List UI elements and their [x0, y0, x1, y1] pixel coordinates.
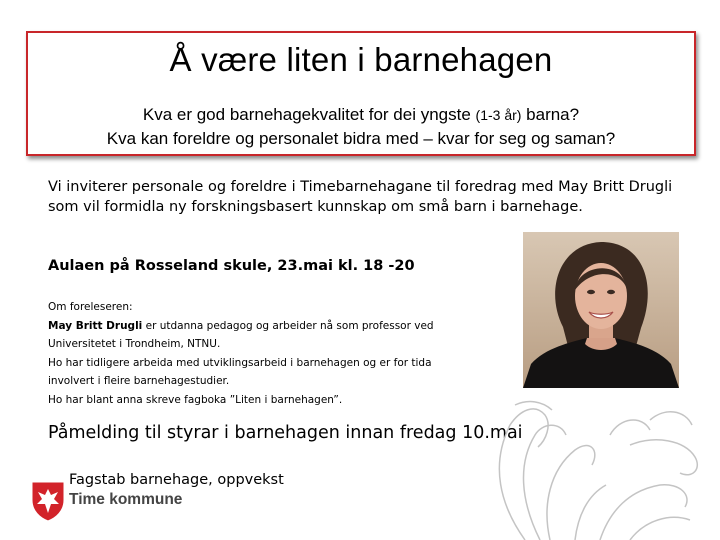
decorative-leaf-watermark [480, 395, 720, 540]
speaker-line-1-rest: er utdanna pedagog og arbeider nå som professor ved [142, 319, 434, 332]
speaker-line-1 [48, 317, 518, 336]
speaker-photo [523, 232, 679, 388]
time-kommune-logo [30, 480, 66, 522]
subtitle-text-b: barna? [521, 105, 580, 124]
speaker-line-4: involvert i fleire barnehagestudier. [48, 375, 230, 387]
department-label: Fagstab barnehage, oppvekst [69, 472, 284, 488]
subtitle-age-range: (1-3 år) [475, 107, 522, 123]
intro-paragraph: Vi inviterer personale og foreldre i Timebarnehagane til foredrag med May Britt Drugli som vil formidla ny forskningsbasert kunnskap om små barn i barnehage. [48, 179, 673, 215]
subtitle-line-1 [28, 103, 694, 127]
subtitle-text-a: Kva er god barnehagekvalitet for dei yngste [142, 105, 476, 124]
venue-line: Aulaen på Rosseland skule, 23.mai kl. 18 -20 [48, 258, 415, 274]
speaker-line-3: Ho har tidligere arbeida med utviklingsarbeid i barnehagen og er for tida [48, 356, 432, 369]
subtitle-line-2: Kva kan foreldre og personalet bidra med – kvar for seg og saman? [106, 129, 616, 148]
page-title: Å være liten i barnehagen [169, 41, 553, 78]
speaker-info [48, 298, 518, 409]
speaker-name: May Britt Drugli [48, 319, 143, 332]
municipality-name: Time kommune [69, 491, 183, 508]
speaker-heading: Om foreleseren: [48, 301, 133, 313]
speaker-line-2: Universitetet i Trondheim, NTNU. [48, 338, 221, 350]
speaker-line-5: Ho har blant anna skreve fagboka ”Liten i barnehagen”. [48, 393, 343, 406]
signup-line: Påmelding til styrar i barnehagen innan fredag 10.mai [48, 423, 523, 443]
title-frame [26, 31, 696, 156]
